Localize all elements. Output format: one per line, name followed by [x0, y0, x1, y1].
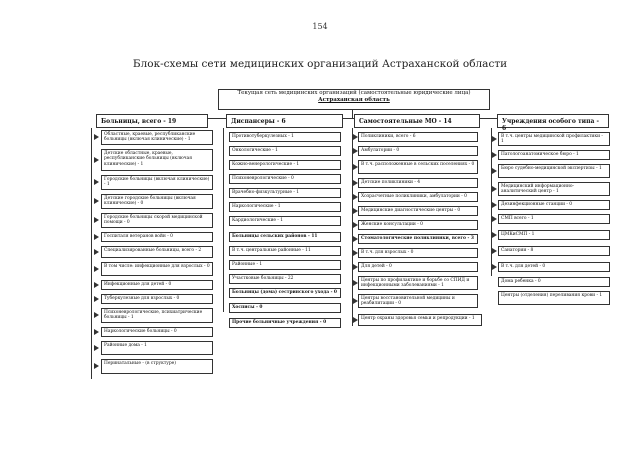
list-item: Санатории - 8 [498, 246, 610, 256]
arrow-icon [353, 222, 358, 228]
list-item: Наркологические больницы - 0 [101, 327, 213, 337]
list-item: Прочие больничные учреждения - 0 [229, 318, 341, 328]
arrow-icon [94, 312, 99, 318]
column-spine-hospitals [91, 128, 92, 379]
arrow-icon [94, 282, 99, 288]
list-item: Центры восстановительной медицины и реабилитации - 0 [358, 294, 478, 308]
list-item: Патологоанатомическое бюро - 1 [498, 150, 610, 160]
arrow-icon [492, 136, 497, 142]
list-item: Областные, краевые, республиканские больницы (включая клинические) - 1 [101, 130, 213, 145]
column-header-hospitals: Больницы, всего - 19 [96, 114, 208, 128]
list-item: Участковые больницы - 22 [229, 274, 341, 284]
list-item: ЦМКиСМП - 1 [498, 230, 610, 240]
list-item: Поликлиники, всего - 6 [358, 132, 478, 142]
list-item: Центр охраны здоровья семьи и репродукции - 1 [358, 314, 482, 326]
page-number: 154 [312, 22, 328, 31]
arrow-icon [353, 236, 358, 242]
list-item: Хосписы - 0 [229, 303, 341, 313]
arrow-icon [94, 296, 99, 302]
list-item: Туберкулезные для взрослых - 0 [101, 294, 213, 304]
page-title: Блок-схемы сети медицинских организаций Астраханской области [132, 58, 508, 70]
arrow-icon [353, 317, 358, 323]
list-item: Амбулатории - 0 [358, 146, 478, 156]
arrow-icon [353, 280, 358, 286]
arrow-icon [353, 194, 358, 200]
list-item: Медицинский информационно-аналитический центр - 1 [498, 182, 610, 196]
arrow-icon [492, 232, 497, 238]
top-box-line1: Текущая сеть медицинских организаций (самостоятельные юридические лица) [237, 90, 471, 96]
connector-top [352, 109, 353, 118]
list-item: Психоневрологические - 0 [229, 174, 341, 184]
list-item: Детские областные, краевые, республиканские больницы (включая клинические) - 1 [101, 149, 213, 171]
arrow-icon [353, 264, 358, 270]
arrow-icon [94, 157, 99, 163]
arrow-icon [492, 216, 497, 222]
arrow-icon [492, 202, 497, 208]
list-item: Врачебно-физкультурные - 1 [229, 188, 341, 198]
list-item: Медицинские диагностические центры - 0 [358, 206, 478, 216]
list-item: Кожно-венерологические - 1 [229, 160, 341, 170]
arrow-icon [94, 198, 99, 204]
list-item: Инфекционные для детей - 0 [101, 280, 213, 290]
list-item: В т.ч. центры медицинской профилактики - 1 [498, 132, 610, 146]
arrow-icon [492, 152, 497, 158]
list-item: Детские городские больницы (включая клинические) - 0 [101, 194, 213, 209]
list-item: В том числе: инфекционные для взрослых - 0 [101, 262, 213, 276]
arrow-icon [492, 168, 497, 174]
list-item: Районные - 1 [229, 260, 341, 270]
list-item: Противотуберкулезных - 1 [229, 132, 341, 142]
list-item: Стоматологические поликлиники, всего - 3 [358, 234, 478, 244]
list-item: Для детей - 0 [358, 262, 478, 272]
arrow-icon [94, 217, 99, 223]
list-item: В т.ч. центральные районные - 11 [229, 246, 341, 256]
list-item: Городские больницы (включая клинические) - 1 [101, 175, 213, 190]
list-item: Кардиологические - 1 [229, 216, 341, 226]
list-item: Госпиталя ветеранов войн - 0 [101, 232, 213, 242]
top-box-line2: Астраханская область [318, 97, 390, 103]
list-item: В т.ч. для взрослых - 0 [358, 248, 478, 258]
list-item: Наркологические - 1 [229, 202, 341, 212]
column-header-dispensaries: Диспансеры - 6 [226, 114, 343, 128]
arrow-icon [94, 329, 99, 335]
list-item: Центры по профилактике и борьбе со СПИД и инфекционными заболеваниями - 1 [358, 276, 478, 290]
list-item: Центры (отделения) переливания крови - 1 [498, 291, 610, 305]
arrow-icon [353, 208, 358, 214]
arrow-icon [94, 266, 99, 272]
arrow-icon [94, 363, 99, 369]
list-item: Детские поликлиники - 4 [358, 178, 478, 188]
list-item: Больницы сельских районов - 11 [229, 232, 341, 242]
arrow-icon [492, 186, 497, 192]
column-spine-dispensaries [223, 128, 224, 312]
list-item: Психоневрологические, психиатрические больницы - 1 [101, 308, 213, 323]
arrow-icon [94, 249, 99, 255]
list-item: Бюро судебно-медицинской экспертизы - 1 [498, 164, 610, 178]
top-box [218, 89, 490, 110]
column-header-independent-mo: Самостоятельные МО - 14 [354, 114, 480, 128]
list-item: В т.ч. расположенные в сельских поселениях - 0 [358, 160, 478, 174]
column-header-special-institutions: Учреждения особого типа - 6 [497, 114, 609, 128]
arrow-icon [94, 134, 99, 140]
arrow-icon [492, 248, 497, 254]
arrow-icon [94, 345, 99, 351]
arrow-icon [94, 234, 99, 240]
list-item: Женские консультации - 0 [358, 220, 478, 230]
arrow-icon [353, 164, 358, 170]
list-item: Районные дома - 1 [101, 341, 213, 355]
list-item: Дома ребенка - 0 [498, 277, 610, 287]
arrow-icon [353, 250, 358, 256]
list-item: Специализированные больницы, всего - 2 [101, 246, 213, 258]
arrow-icon [94, 179, 99, 185]
list-item: Городские больницы скорой медицинской помощи - 0 [101, 213, 213, 228]
list-item: Перинатальные - (в структуре) [101, 359, 213, 374]
list-item: Дезинфекционные станции - 0 [498, 200, 610, 210]
list-item: СМП всего - 1 [498, 214, 610, 224]
list-item: В т.ч. для детей - 0 [498, 262, 610, 272]
arrow-icon [353, 148, 358, 154]
list-item: Онкологические - 1 [229, 146, 341, 156]
list-item: Больницы (дома) сестринского ухода - 0 [229, 288, 341, 298]
arrow-icon [492, 264, 497, 270]
list-item: Хозрасчетные поликлиники, амбулатории - 0 [358, 192, 478, 202]
arrow-icon [353, 180, 358, 186]
arrow-icon [353, 298, 358, 304]
arrow-icon [353, 134, 358, 140]
